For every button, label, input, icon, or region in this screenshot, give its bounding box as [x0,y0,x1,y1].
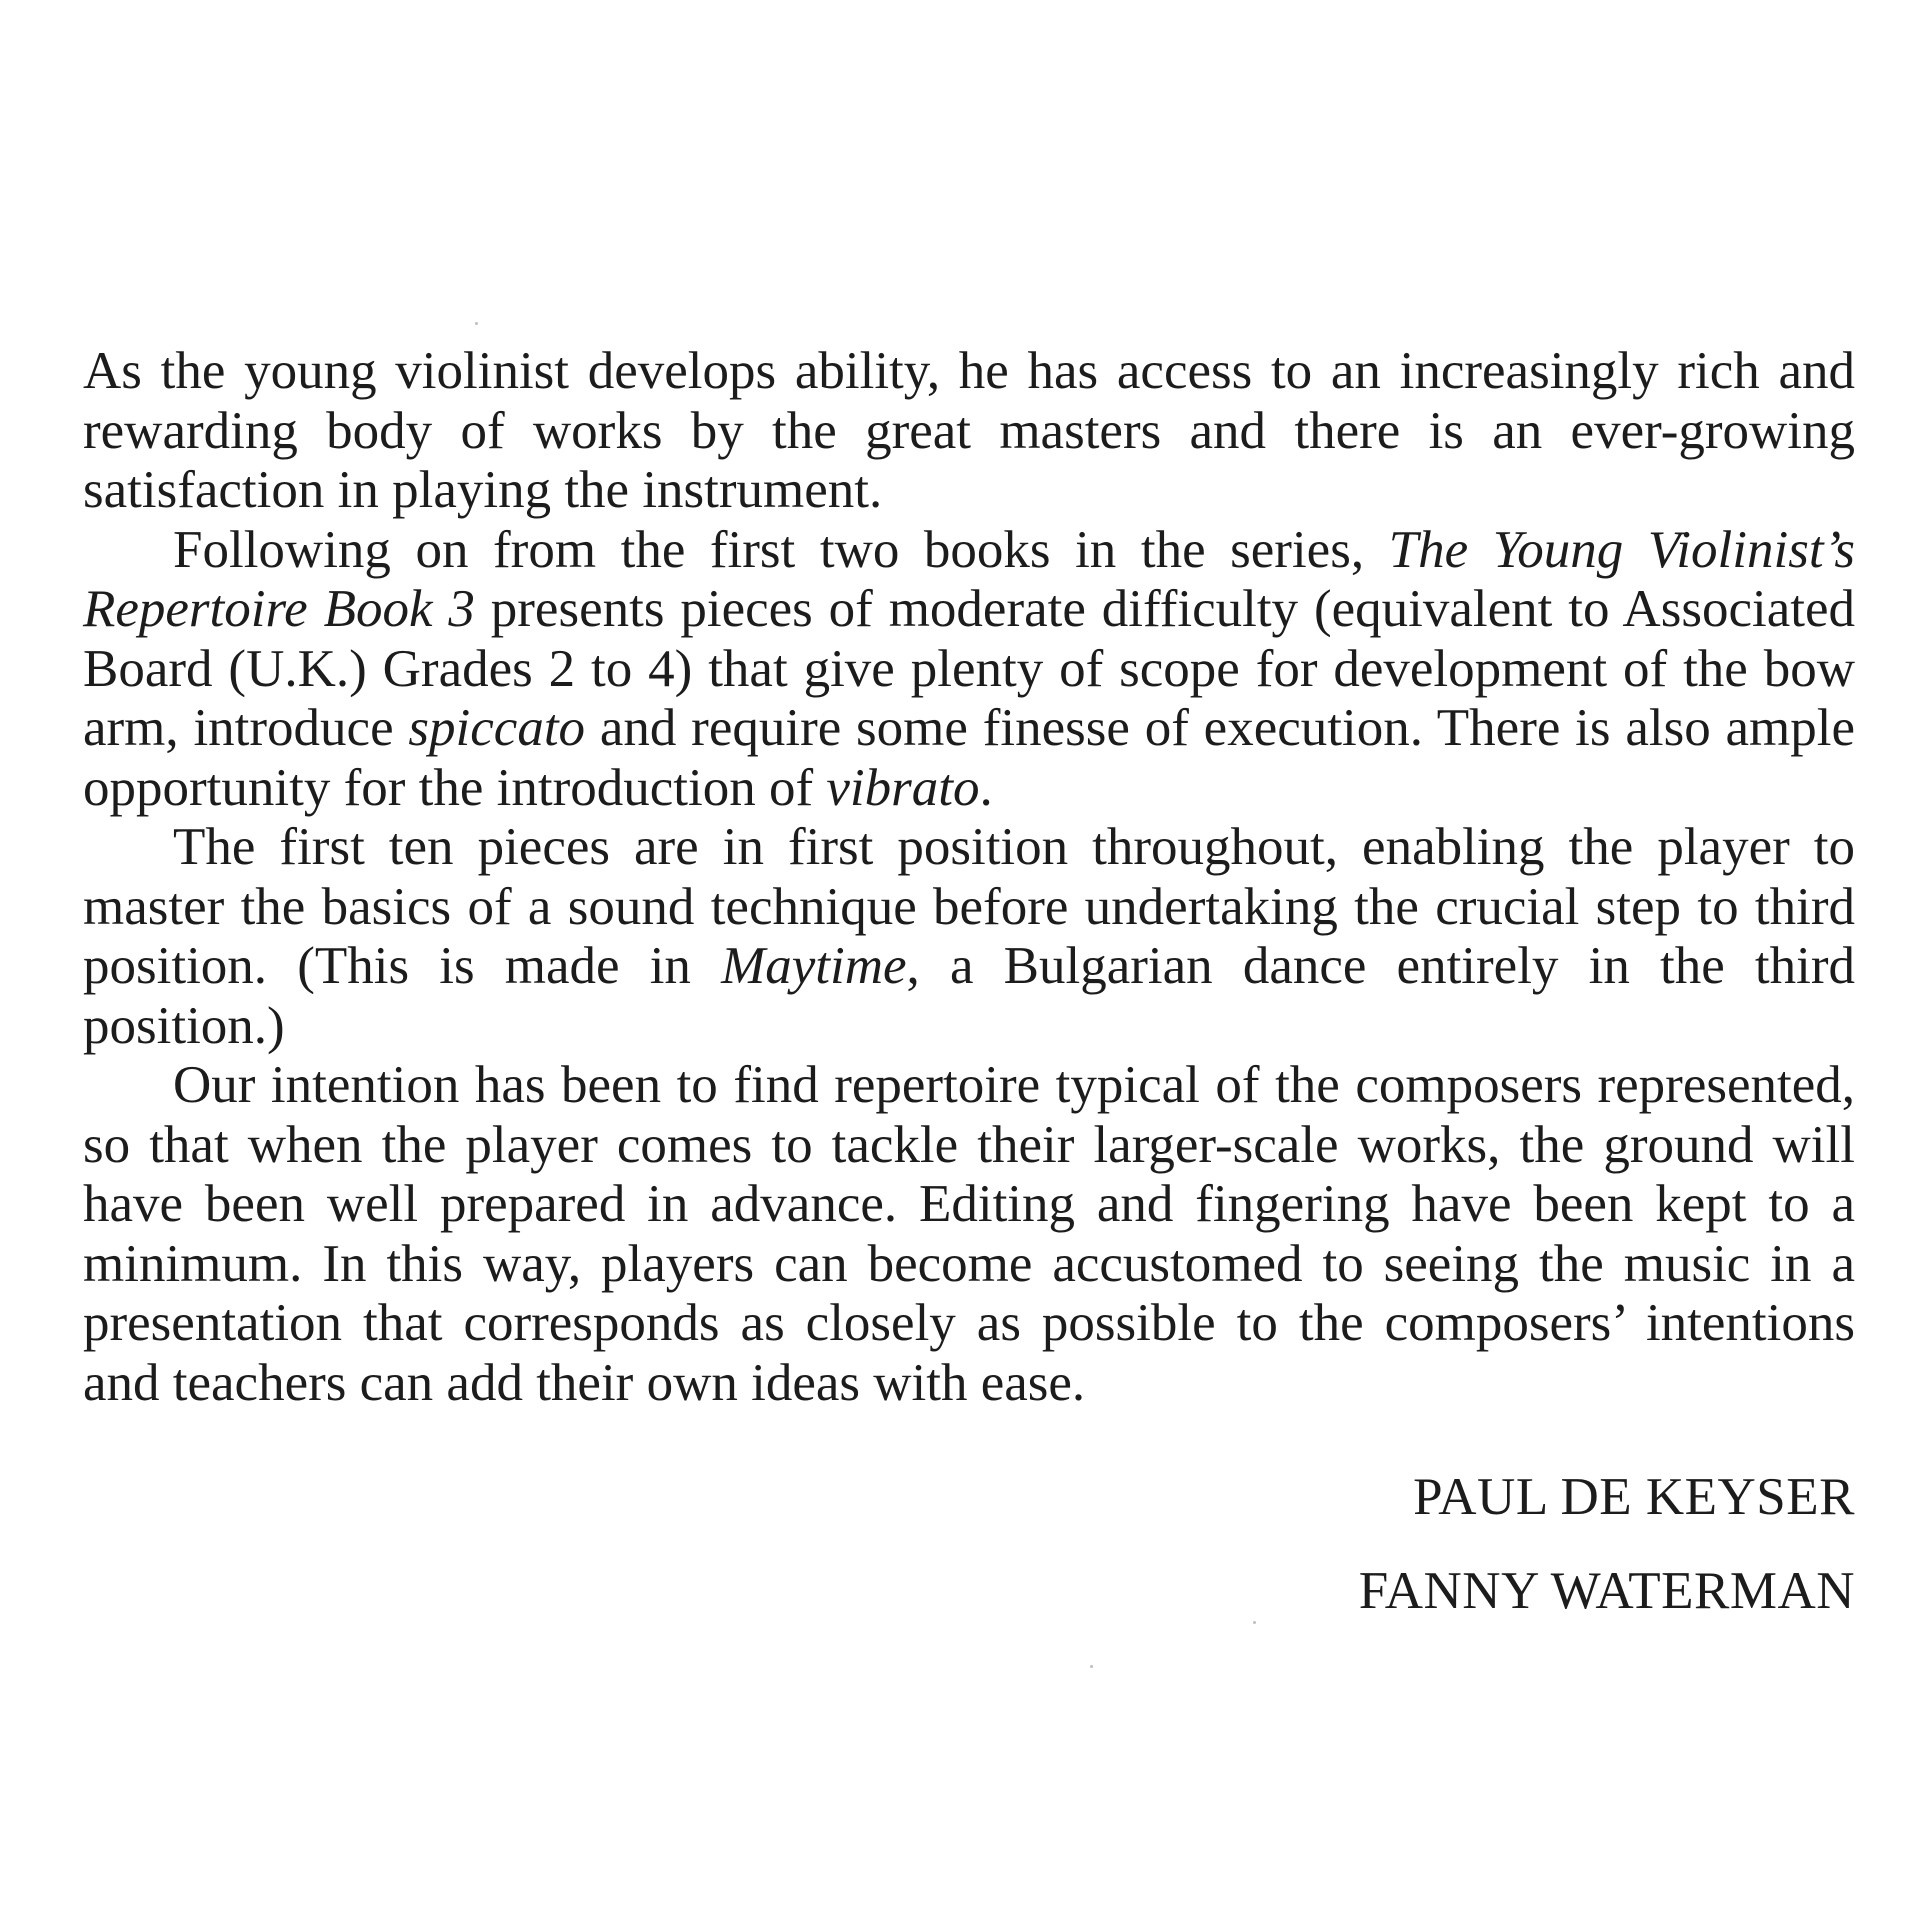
paragraph-text: presents pieces of moderate difficulty (equivalent to Associated Board (U.K.) Grades 2 to 4) that give plenty of scope for development of the bow arm, introduce [83,580,1855,757]
book-title: The Young Violinist’s Repertoire Book 3 [83,520,1855,638]
technique-term-spiccato: spiccato [408,699,586,757]
paragraph-text: As the young violinist develops ability, he has access to an increasingly rich and rewarding body of works by the great masters and there is an ever-growing satisfaction in playing the instrument. [83,342,1855,519]
paragraph-3 [83,818,1855,1056]
paragraph-4 [83,1056,1855,1413]
paragraph-text: and require some finesse of execution. There is also ample opportunity for the introduction of [83,699,1856,817]
paragraph-1 [83,342,1855,521]
paragraph-text: . [979,758,993,817]
author-name: PAUL DE KEYSER [1413,1468,1855,1526]
paper-speck [1253,1621,1256,1624]
paragraph-text: The first ten pieces are in first position throughout, enabling the player to master the basics of a sound technique before undertaking the crucial step to third position. (This is made in [83,818,1855,995]
paragraph-2 [83,521,1855,819]
paragraph-text: , a Bulgarian dance entirely in the third position.) [83,937,1855,1055]
signature-block [1359,1465,1855,1623]
paper-speck [475,322,478,325]
preface-body [83,342,1855,1413]
paragraph-text: Our intention has been to find repertoire typical of the composers represented, so that when the player comes to tackle their larger-scale works, the ground will have been well prepared in advance. Editing and fingering have been kept to a minimum. In this way, players can become accustomed to seeing the music in a presentation that corresponds as closely as possible to the composers’ intentions and teachers can add their own ideas with ease. [83,1056,1855,1412]
paragraph-text: Following on from the first two books in the series, [173,520,1389,579]
piece-title-maytime: Maytime [721,937,907,995]
paper-speck [1090,1665,1093,1668]
technique-term-vibrato: vibrato [826,758,980,817]
author-name: FANNY WATERMAN [1358,1562,1855,1620]
